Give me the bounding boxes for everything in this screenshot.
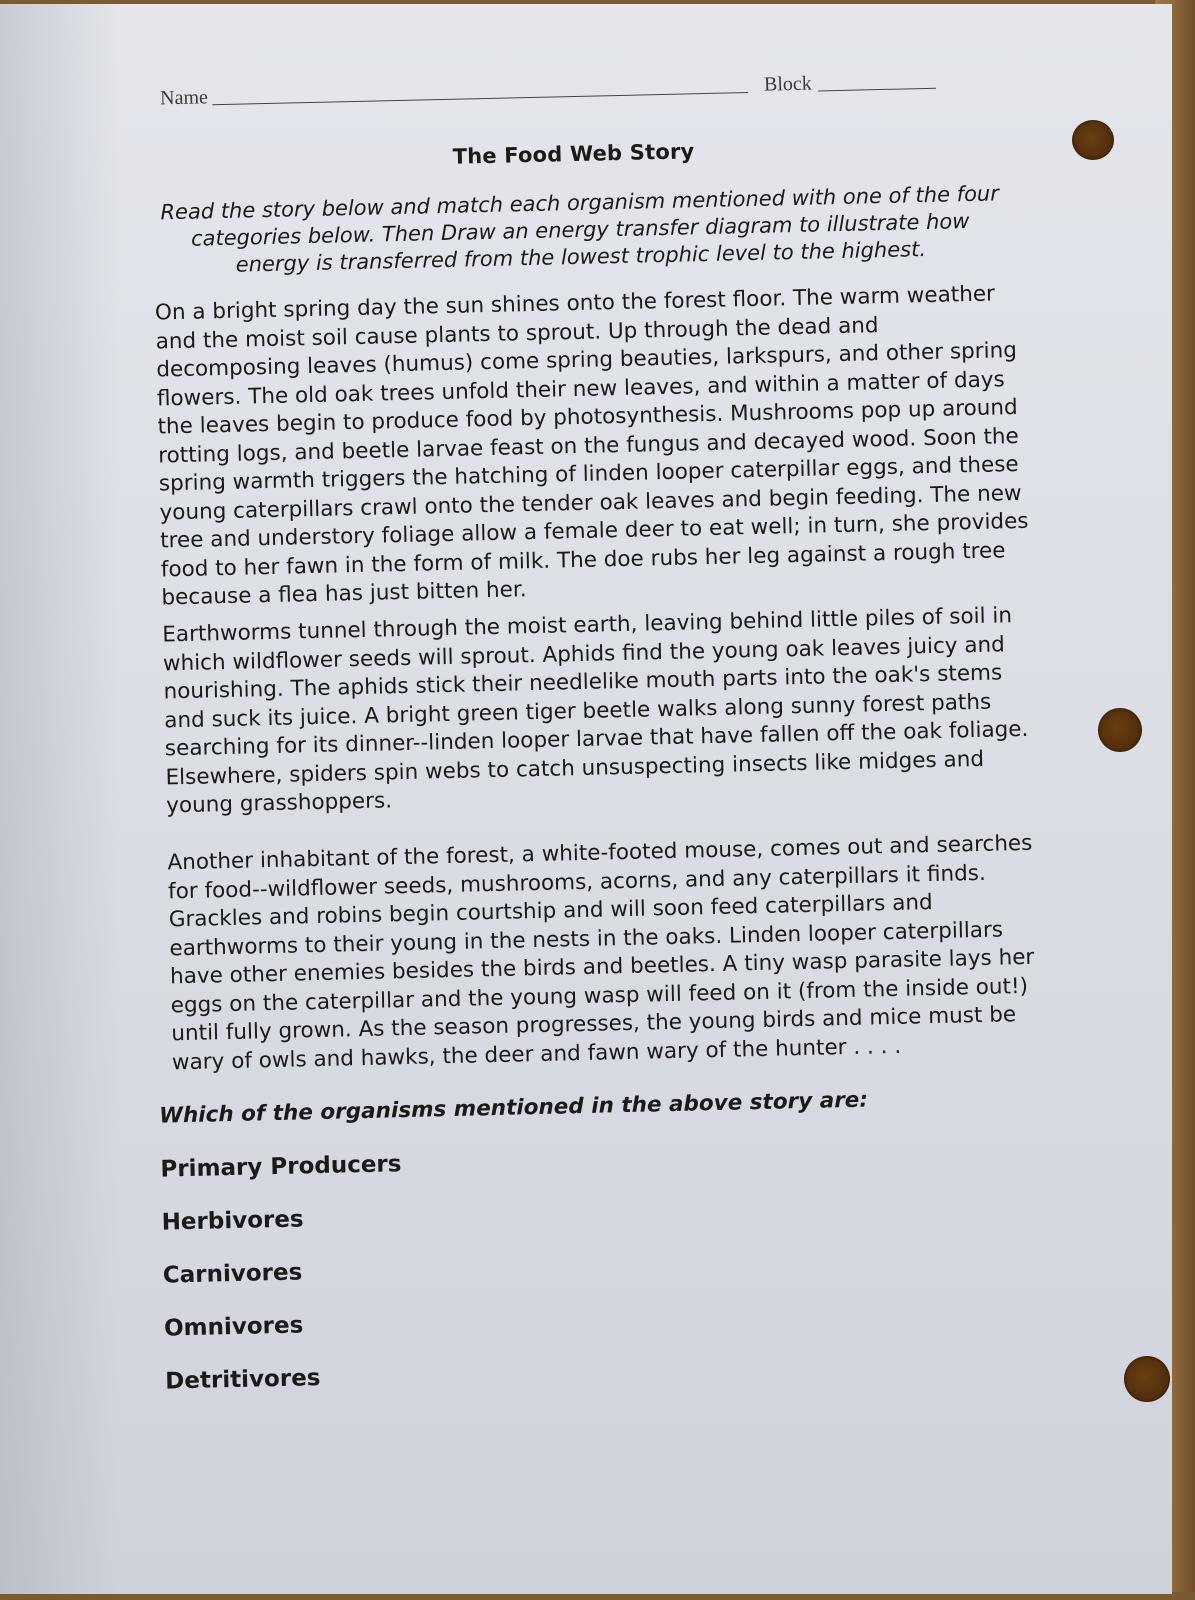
block-blank-line bbox=[818, 88, 936, 92]
worksheet-paper bbox=[0, 4, 1172, 1594]
category-omnivores: Omnivores bbox=[163, 1312, 304, 1342]
story-paragraph-2: Earthworms tunnel through the moist earth, leaving behind little piles of soil in which wildflower seeds will sprout. Aphids find the young oak leaves juicy and nourishing. The aphids stick their needlelike mouth parts into the oak's stems and suck its juice. A bright green tiger beetle walks along sunny forest paths searching for its dinner--linden looper larvae that have fallen off the oak foliage. Elsewhere, spiders spin webs to catch unsuspecting insects like midges and young grasshoppers. bbox=[162, 603, 1029, 819]
category-detritivores: Detritivores bbox=[164, 1365, 321, 1395]
name-label: Name bbox=[159, 86, 209, 110]
name-blank-line bbox=[212, 92, 748, 105]
block-label: Block bbox=[763, 72, 813, 96]
story-paragraph-3: Another inhabitant of the forest, a white-footed mouse, comes out and searches for food--wildflower seeds, mushrooms, acorns, and any caterpillars it finds. Grackles and robins begin courtship and will soon feed caterpillars and earthworms to their young in the nests in the oaks. Linden looper caterpillars have other enemies besides the birds and beetles. A tiny wasp parasite lays her eggs on the caterpillar and the young wasp will feed on it (from the inside out!) until fully grown. As the season progresses, the young birds and mice must be wary of owls and hawks, the deer and fawn wary of the hunter . . . . bbox=[167, 830, 1035, 1075]
category-herbivores: Herbivores bbox=[161, 1206, 304, 1236]
category-carnivores: Carnivores bbox=[162, 1259, 303, 1289]
worksheet-content bbox=[0, 4, 1172, 1594]
question-prompt: Which of the organisms mentioned in the above story are: bbox=[158, 1087, 869, 1129]
story-paragraph-1: On a bright spring day the sun shines onto the forest floor. The warm weather and the moist soil cause plants to sprout. Up through the dead and decomposing leaves (humus) come spring beauties, larkspurs, and other spring flowers. The old oak trees unfold their new leaves, and within a matter of days the leaves begin to produce food by photosynthesis. Mushrooms pop up around rotting logs, and beetle larvae feast on the fungus and decayed wood. Soon the spring warmth triggers the hatching of linden looper caterpillar eggs, and these young caterpillars crawl onto the tender oak leaves and begin feeding. The new tree and understory foliage allow a female deer to eat well; in turn, she provides food to her fawn in the form of milk. The doe rubs her leg against a rough tree because a flea has just bitten her. bbox=[154, 281, 1029, 611]
worksheet-title: The Food Web Story bbox=[452, 139, 695, 169]
category-primary-producers: Primary Producers bbox=[160, 1151, 402, 1183]
worksheet-instructions: Read the story below and match each organism mentioned with one of the four categories below. Then Draw an energy transfer diagram to illustrate how energy is transferred from the lowest trophic level to the highest. bbox=[160, 181, 1000, 277]
